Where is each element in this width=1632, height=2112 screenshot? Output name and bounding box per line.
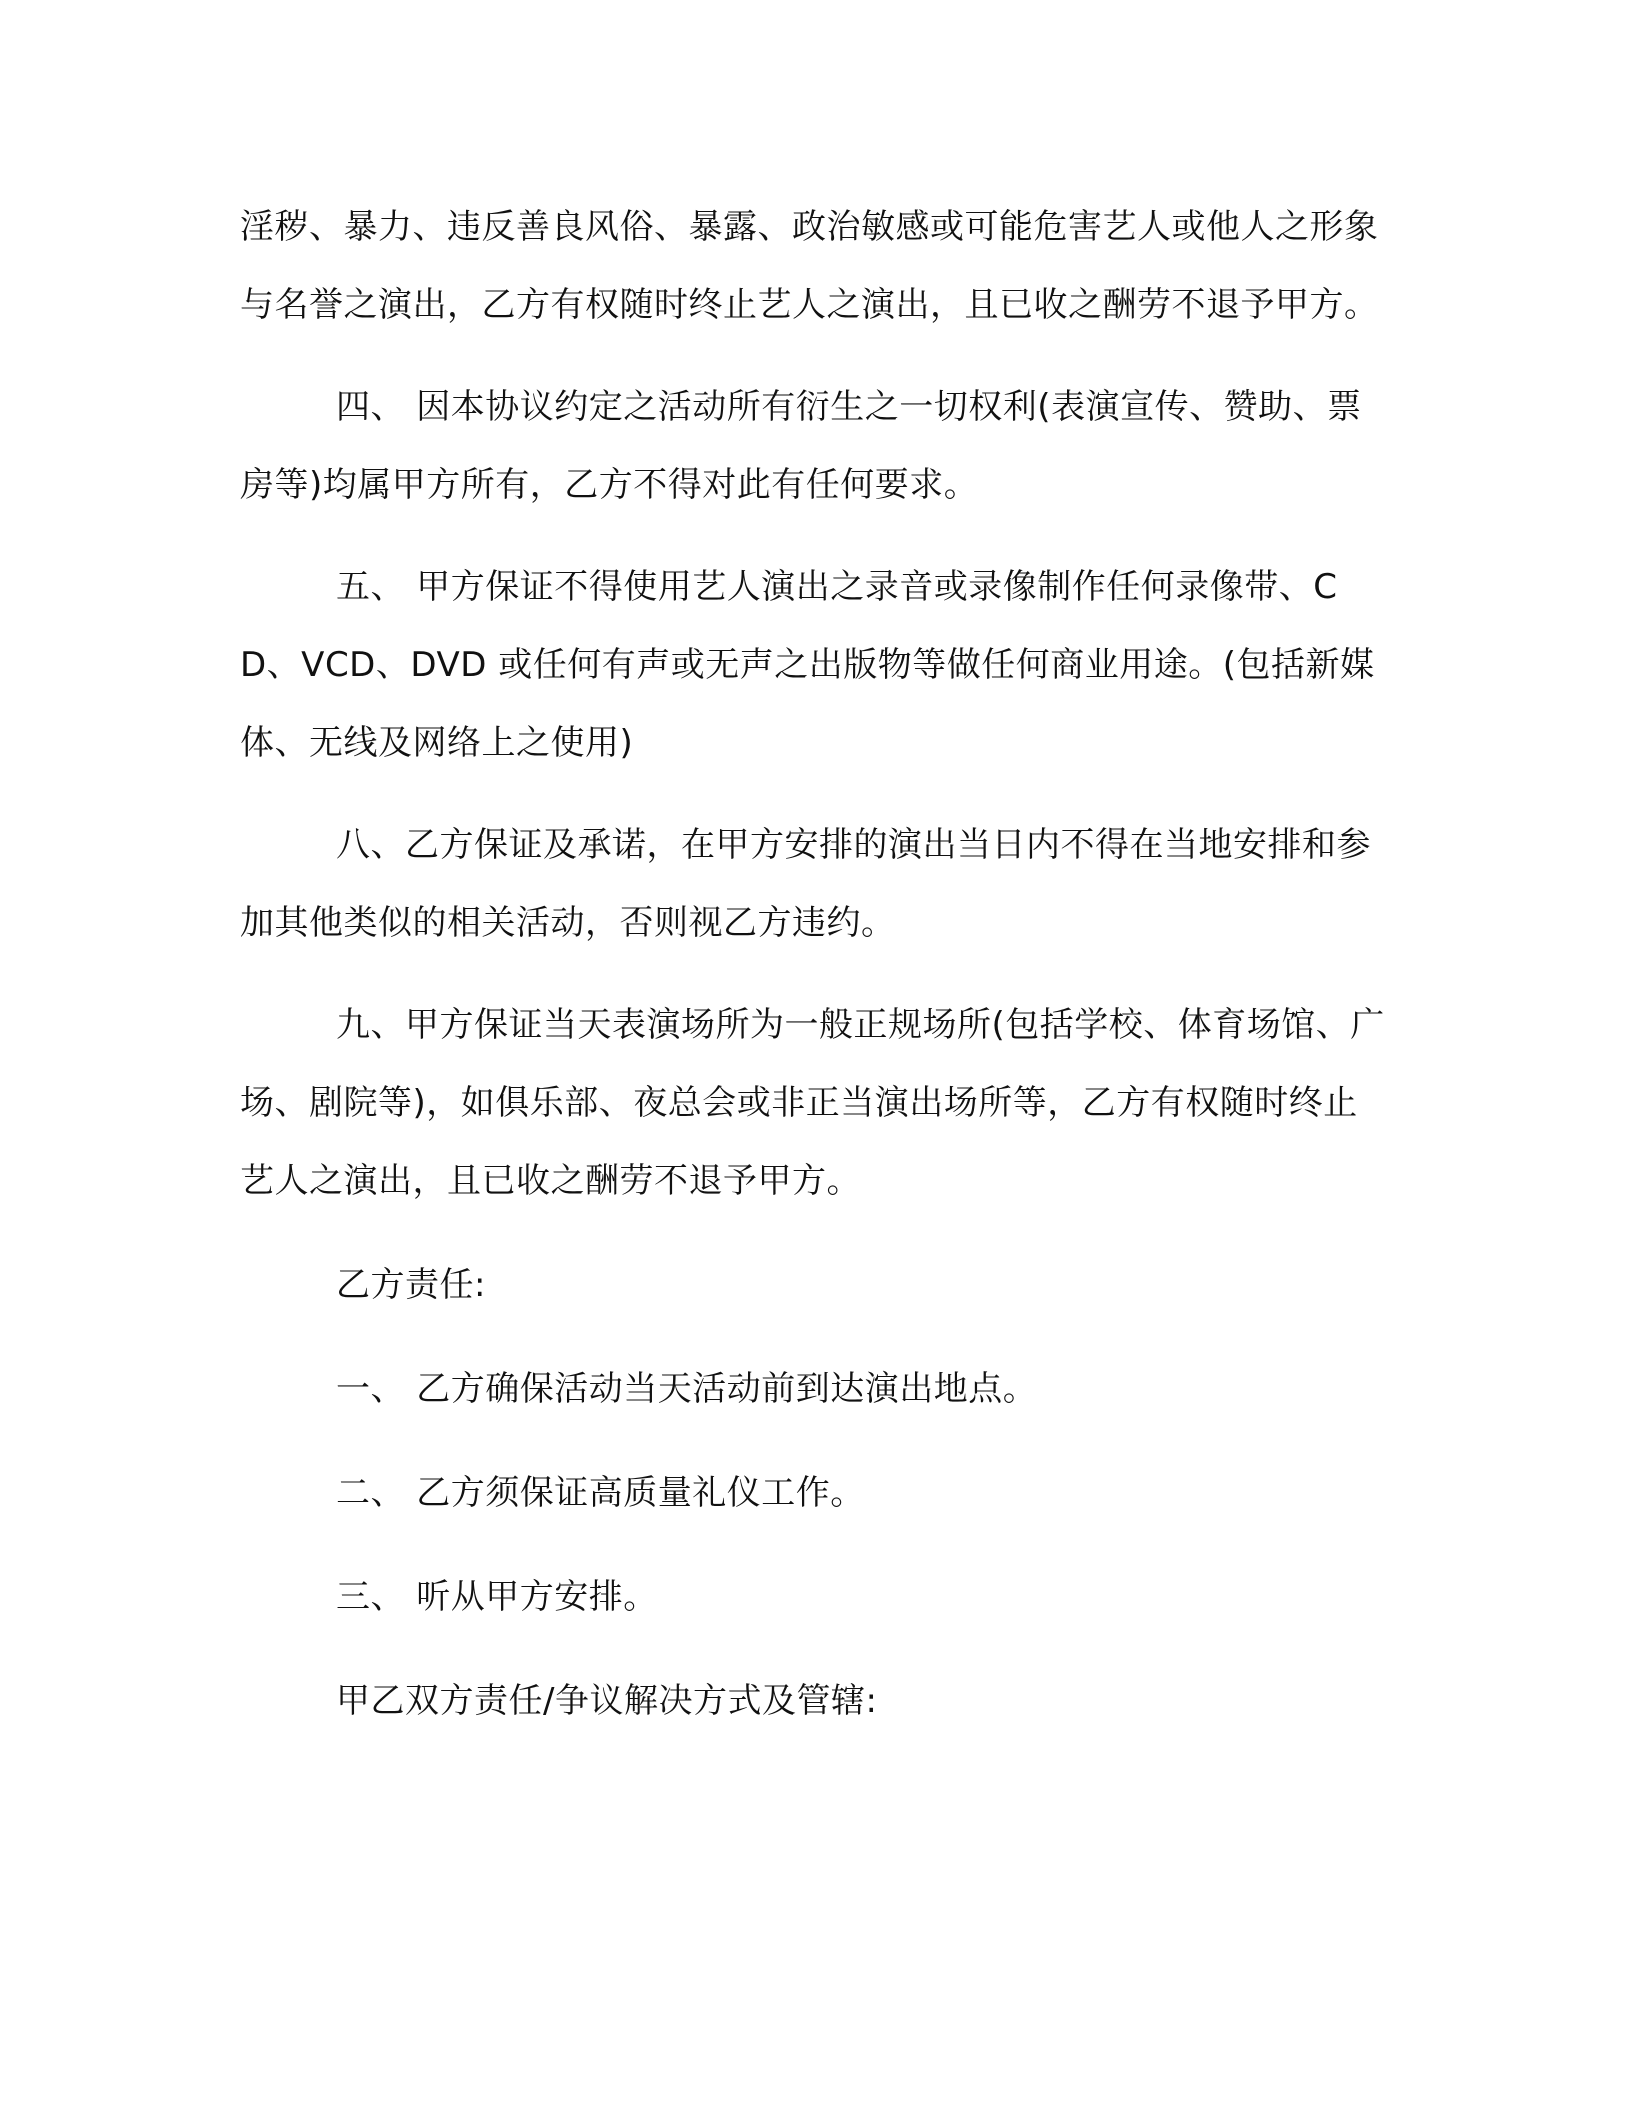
clause-9: 九、甲方保证当天表演场所为一般正规场所(包括学校、体育场馆、广场、剧院等)，如俱乐部、夜总会或非正当演出场所等，乙方有权随时终止艺人之演出，且已收之酬劳不退予甲方。: [240, 1005, 1385, 1201]
clause-8: 八、乙方保证及承诺，在甲方安排的演出当日内不得在当地安排和参加其他类似的相关活动，否则视乙方违约。: [240, 825, 1371, 943]
party-b-item-3: 三、 听从甲方安排。: [336, 1577, 658, 1617]
document-body: [240, 188, 1390, 1740]
party-b-item-2: 二、 乙方须保证高质量礼仪工作。: [336, 1473, 865, 1513]
party-b-item-1: 一、 乙方确保活动当天活动前到达演出地点。: [336, 1369, 1038, 1409]
clause-5: 五、 甲方保证不得使用艺人演出之录音或录像制作任何录像带、CD、VCD、DVD 或任何有声或无声之出版物等做任何商业用途。(包括新媒体、无线及网络上之使用): [240, 567, 1375, 763]
section-heading-party-b: 乙方责任:: [336, 1265, 486, 1305]
clause-4: 四、 因本协议约定之活动所有衍生之一切权利(表演宣传、赞助、票房等)均属甲方所有，乙方不得对此有任何要求。: [240, 387, 1362, 505]
section-heading-disputes: 甲乙双方责任/争议解决方式及管辖:: [336, 1681, 878, 1721]
paragraph-continuation: 淫秽、暴力、违反善良风俗、暴露、政治敏感或可能危害艺人或他人之形象与名誉之演出，乙方有权随时终止艺人之演出，且已收之酬劳不退予甲方。: [240, 207, 1379, 325]
